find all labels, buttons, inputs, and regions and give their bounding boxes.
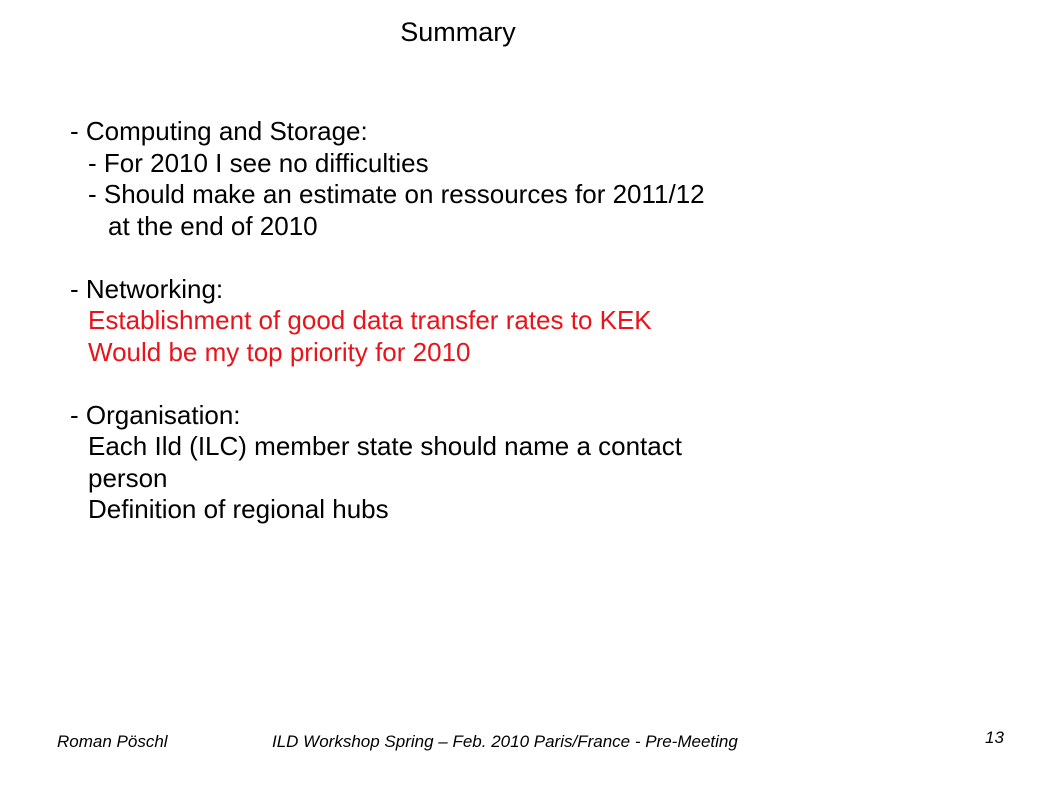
bullet-item-continuation: at the end of 2010	[108, 210, 318, 241]
bullet-item-continuation: person	[88, 462, 168, 493]
section-organisation	[70, 400, 970, 526]
highlighted-item: Would be my top priority for 2010	[88, 336, 471, 367]
section-networking	[70, 274, 970, 369]
section-computing	[70, 116, 970, 242]
page-number: 13	[985, 728, 1004, 747]
slide-body	[70, 116, 970, 526]
spacer	[70, 242, 970, 274]
spacer	[70, 368, 970, 400]
bullet-item: Definition of regional hubs	[88, 494, 389, 524]
section-heading: - Organisation:	[70, 399, 241, 430]
highlighted-item: Establishment of good data transfer rates to KEK	[88, 305, 652, 335]
section-heading: - Computing and Storage:	[70, 116, 368, 146]
slide-title: Summary	[400, 17, 516, 47]
section-heading: - Networking:	[70, 273, 224, 304]
bullet-item: Each Ild (ILC) member state should name a contact	[88, 431, 682, 461]
footer-event: ILD Workshop Spring – Feb. 2010 Paris/France - Pre-Meeting	[272, 732, 738, 751]
bullet-item: - For 2010 I see no difficulties	[88, 147, 429, 178]
footer-author: Roman Pöschl	[57, 732, 168, 751]
bullet-item: - Should make an estimate on ressources for 2011/12	[88, 179, 705, 209]
